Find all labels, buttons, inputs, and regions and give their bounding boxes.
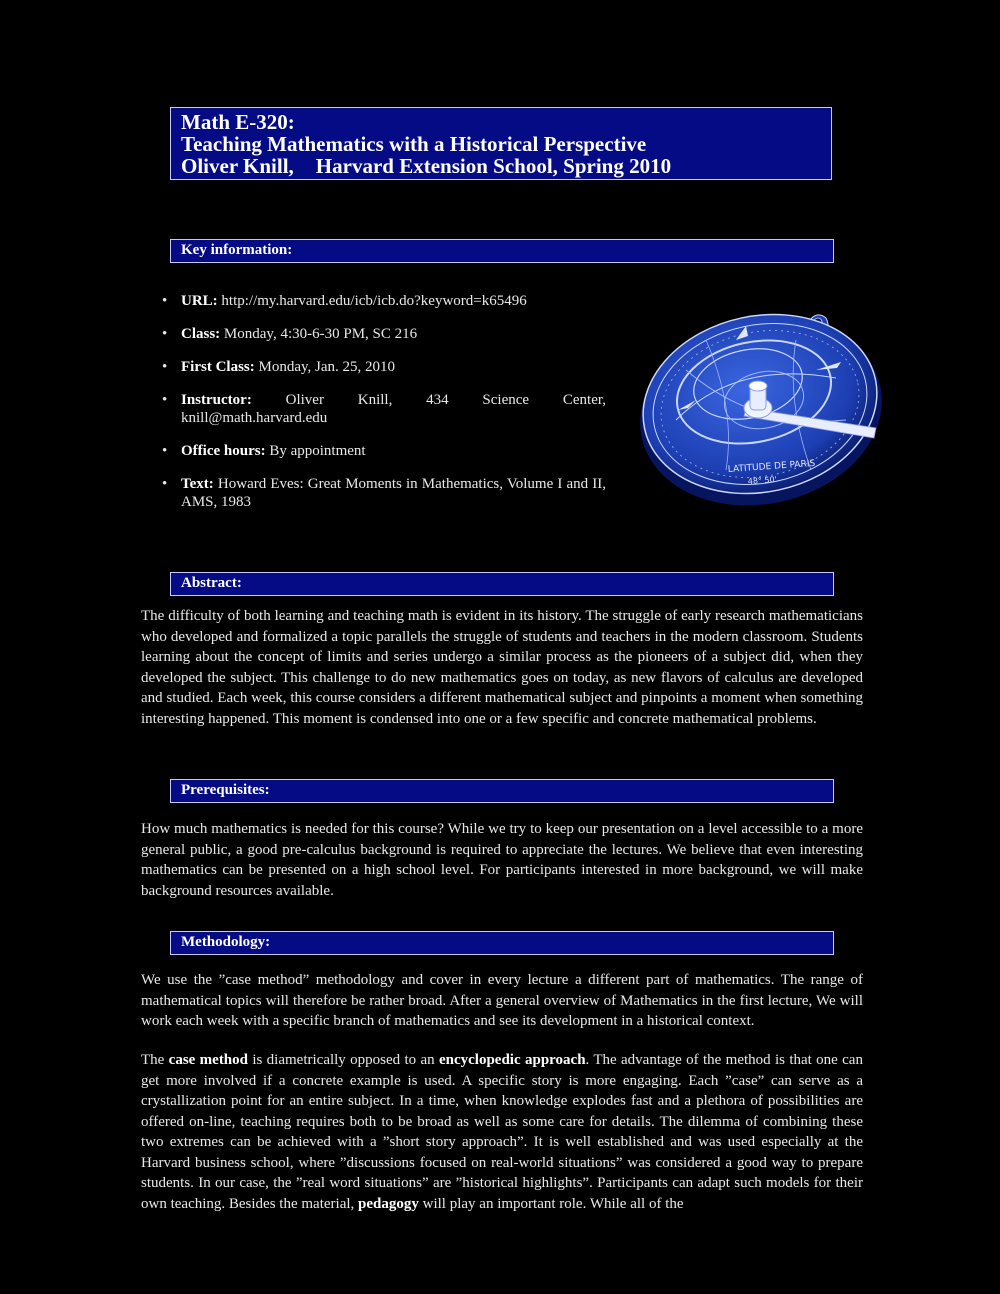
abstract-text: The difficulty of both learning and teaching math is evident in its history. The struggle of early research mathematicians who developed and formalized a topic parallels the struggle of students and teachers in the modern classroom. Students learning about the concept of limits and series undergo a similar process as the pioneers of a subject did, when they developed the subject. This challenge to do new mathematics goes on today, as new flavors of calculus are developed and studied. Each week, this course considers a different mathematical subject and pinpoints a moment when something interesting happened. This moment is condensed into one or a few specific and concrete mathematical problems. <box>141 608 863 727</box>
list-item: • URL: http://my.harvard.edu/icb/icb.do?keyword=k65496 <box>160 292 606 310</box>
astrolabe-degrees-text: 48° 50' <box>747 474 778 486</box>
key-information-list <box>160 292 606 526</box>
course-title-box <box>170 107 832 180</box>
abstract-heading: Abstract: <box>170 572 834 596</box>
encyclopedic-approach-term: encyclopedic approach <box>438 1052 586 1068</box>
astrolabe-latitude-text: LATITUDE DE PARIS <box>727 458 816 475</box>
key-information-heading: Key information: <box>170 239 834 263</box>
course-title: Teaching Mathematics with a Historical Perspective <box>181 132 647 156</box>
list-item: • Office hours: By appointment <box>160 442 606 460</box>
methodology-paragraph-2: The case method is diametrically opposed to an encyclopedic approach. The advantage of the method is that one can get more involved if a concrete example is used. A specific story is more engaging. Each ”case” can serve as a crystallization point for an entire subject. In a time, when knowledge explodes fast and a plethora of possibilities are offered on-line, teaching requires both to be broad as well as some care for details. The dilemma of combining these two extremes can be achieved with a ”short story approach”. It is well established and was used especially at the Harvard business school, where ”discussions focused on real-world situations” was considered a good way to prepare students. In our case, the ”real word situations” are ”historical highlights”. Participants can adapt such models for their own teaching. Besides the material, pedagogy will play an important role. While all of the <box>141 1052 863 1212</box>
list-item: • Text: Howard Eves: Great Moments in Mathematics, Volume I and II, AMS, 1983 <box>160 475 606 511</box>
list-item: • Instructor: Oliver Knill, 434 Science Center, knill@math.harvard.edu <box>160 391 606 427</box>
case-method-term: case method <box>168 1052 248 1068</box>
pedagogy-term: pedagogy <box>358 1195 419 1212</box>
course-number: Math E-320: <box>181 110 295 134</box>
methodology-paragraph-1: We use the ”case method” methodology and cover in every lecture a different part of mathematics. The range of mathematical topics will therefore be rather broad. After a general overview of Mathematics in the first lecture, We will work each week with a specific branch of mathematics and see its development in a historical context. <box>141 972 863 1029</box>
list-item: • Class: Monday, 4:30-6-30 PM, SC 216 <box>160 325 606 343</box>
course-author-line <box>181 155 821 177</box>
course-url-link[interactable]: http://my.harvard.edu/icb/icb.do?keyword=k65496 <box>221 293 527 309</box>
school-term: Harvard Extension School, Spring 2010 <box>315 154 672 178</box>
astrolabe-image <box>636 300 891 515</box>
methodology-heading: Methodology: <box>170 931 834 955</box>
prerequisites-heading: Prerequisites: <box>170 779 834 803</box>
author-name: Oliver Knill, <box>181 154 294 178</box>
list-item: • First Class: Monday, Jan. 25, 2010 <box>160 358 606 376</box>
prerequisites-text: How much mathematics is needed for this course? While we try to keep our presentation on a level accessible to a more general public, a good pre-calculus background is required to appreciate the lectures. We believe that even interesting mathematics can be presented on a high school level. For participants interested in more background, we will make background resources available. <box>141 821 863 899</box>
